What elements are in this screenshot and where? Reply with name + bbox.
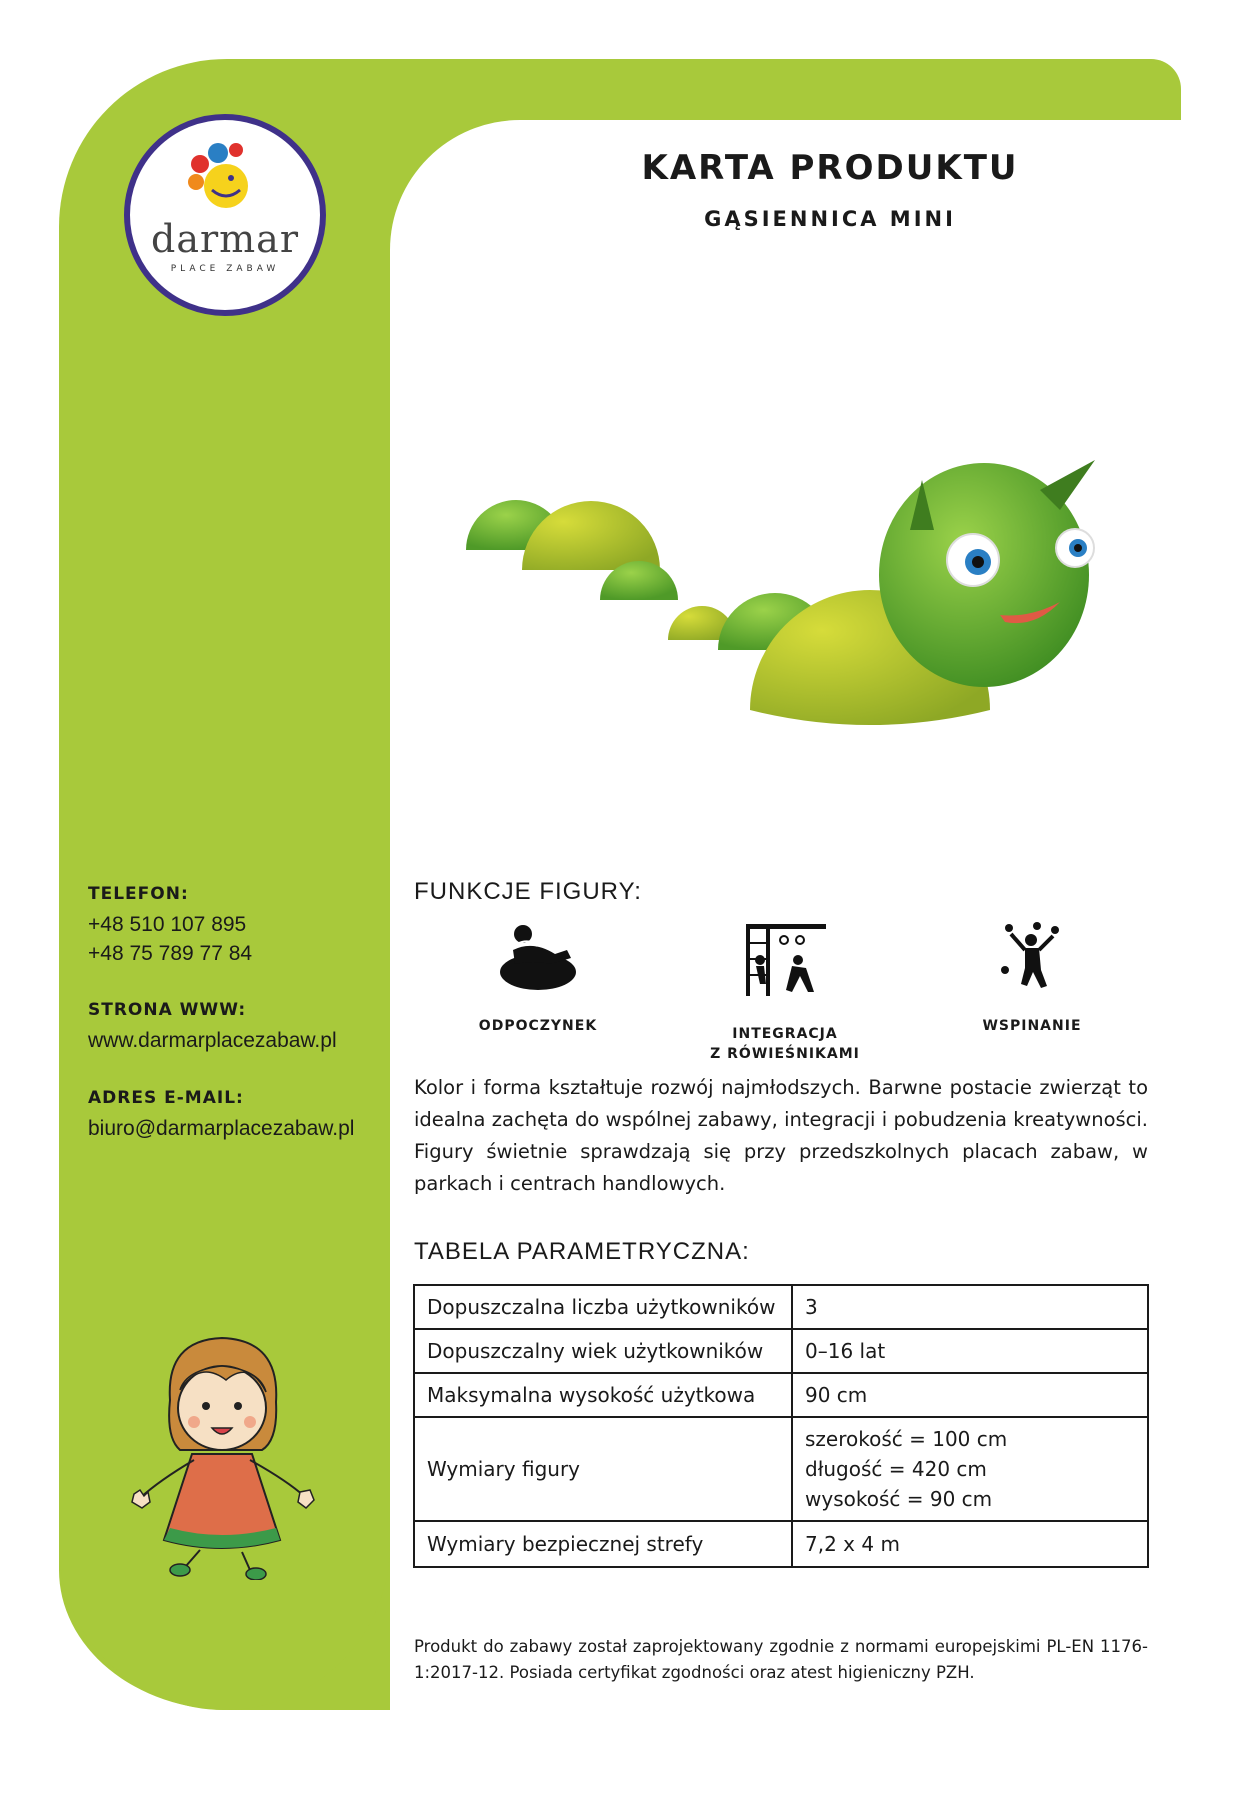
logo-wordmark: darmar <box>151 217 299 261</box>
juggler-icon <box>997 920 1067 990</box>
dim-height: wysokość = 90 cm <box>805 1487 993 1511</box>
param-key: Dopuszczalna liczba użytkowników <box>414 1285 792 1329</box>
logo-tagline: PLACE ZABAW <box>170 264 280 274</box>
feature-climbing-label: WSPINANIE <box>982 1018 1082 1034</box>
phone-1[interactable]: +48 510 107 895 <box>88 913 247 936</box>
parameters-heading: TABELA PARAMETRYCZNA: <box>414 1238 750 1265</box>
feature-relax-label: ODPOCZYNEK <box>478 1018 598 1034</box>
email-link[interactable]: biuro@darmarplacezabaw.pl <box>88 1117 355 1140</box>
dim-length: długość = 420 cm <box>805 1457 987 1481</box>
param-value: 90 cm <box>792 1373 1148 1417</box>
feature-integration <box>685 920 885 1064</box>
param-value: 7,2 x 4 m <box>792 1521 1148 1567</box>
phone-label: TELEFON: <box>88 884 189 904</box>
param-key: Maksymalna wysokość użytkowa <box>414 1373 792 1417</box>
param-key: Wymiary figury <box>414 1417 792 1521</box>
phone-value <box>88 910 378 968</box>
param-value <box>792 1417 1148 1521</box>
www-link[interactable]: www.darmarplacezabaw.pl <box>88 1029 337 1052</box>
parameters-table <box>413 1284 1149 1568</box>
dim-width: szerokość = 100 cm <box>805 1427 1008 1451</box>
functions-heading: FUNKCJE FIGURY: <box>414 878 642 905</box>
feature-climbing <box>932 920 1132 1036</box>
www-label: STRONA WWW: <box>88 1000 247 1020</box>
logo-balls-icon <box>130 120 320 230</box>
table-row <box>414 1417 1148 1521</box>
page-title: KARTA PRODUKTU <box>641 148 1019 188</box>
table-row <box>414 1285 1148 1329</box>
table-row <box>414 1329 1148 1373</box>
contact-email <box>88 1088 378 1143</box>
contact-www <box>88 1000 378 1055</box>
playground-icon <box>740 920 830 998</box>
darmar-logo <box>124 114 326 316</box>
table-row <box>414 1521 1148 1567</box>
product-description: Kolor i forma kształtuje rozwój najmłodszych. Barwne postacie zwierząt to idealna zachęta do wspólnej zabawy, integracji i pobudzenia kreatywności. Figury świetnie sprawdzają się przy przedszkolnych placach zabaw, w parkach i centrach handlowych. <box>414 1076 1148 1195</box>
feature-relax <box>438 920 638 1036</box>
param-value: 0–16 lat <box>792 1329 1148 1373</box>
certification-note: Produkt do zabawy został zaprojektowany zgodnie z normami europejskimi PL-EN 1176-1:2017-12. Posiada certyfikat zgodności oraz atest higieniczny PZH. <box>414 1637 1148 1682</box>
phone-2[interactable]: +48 75 789 77 84 <box>88 942 253 965</box>
girl-illustration <box>130 1330 320 1580</box>
param-value: 3 <box>792 1285 1148 1329</box>
feature-integration-label: INTEGRACJA Z RÓWIEŚNIKAMI <box>710 1026 860 1062</box>
table-row <box>414 1373 1148 1417</box>
param-key: Dopuszczalny wiek użytkowników <box>414 1329 792 1373</box>
caterpillar-product-image <box>460 450 1120 760</box>
relax-icon <box>493 920 583 990</box>
email-label: ADRES E-MAIL: <box>88 1088 244 1108</box>
contact-phone <box>88 884 378 968</box>
param-key: Wymiary bezpiecznej strefy <box>414 1521 792 1567</box>
page-subtitle: GĄSIENNICA MINI <box>704 207 956 231</box>
